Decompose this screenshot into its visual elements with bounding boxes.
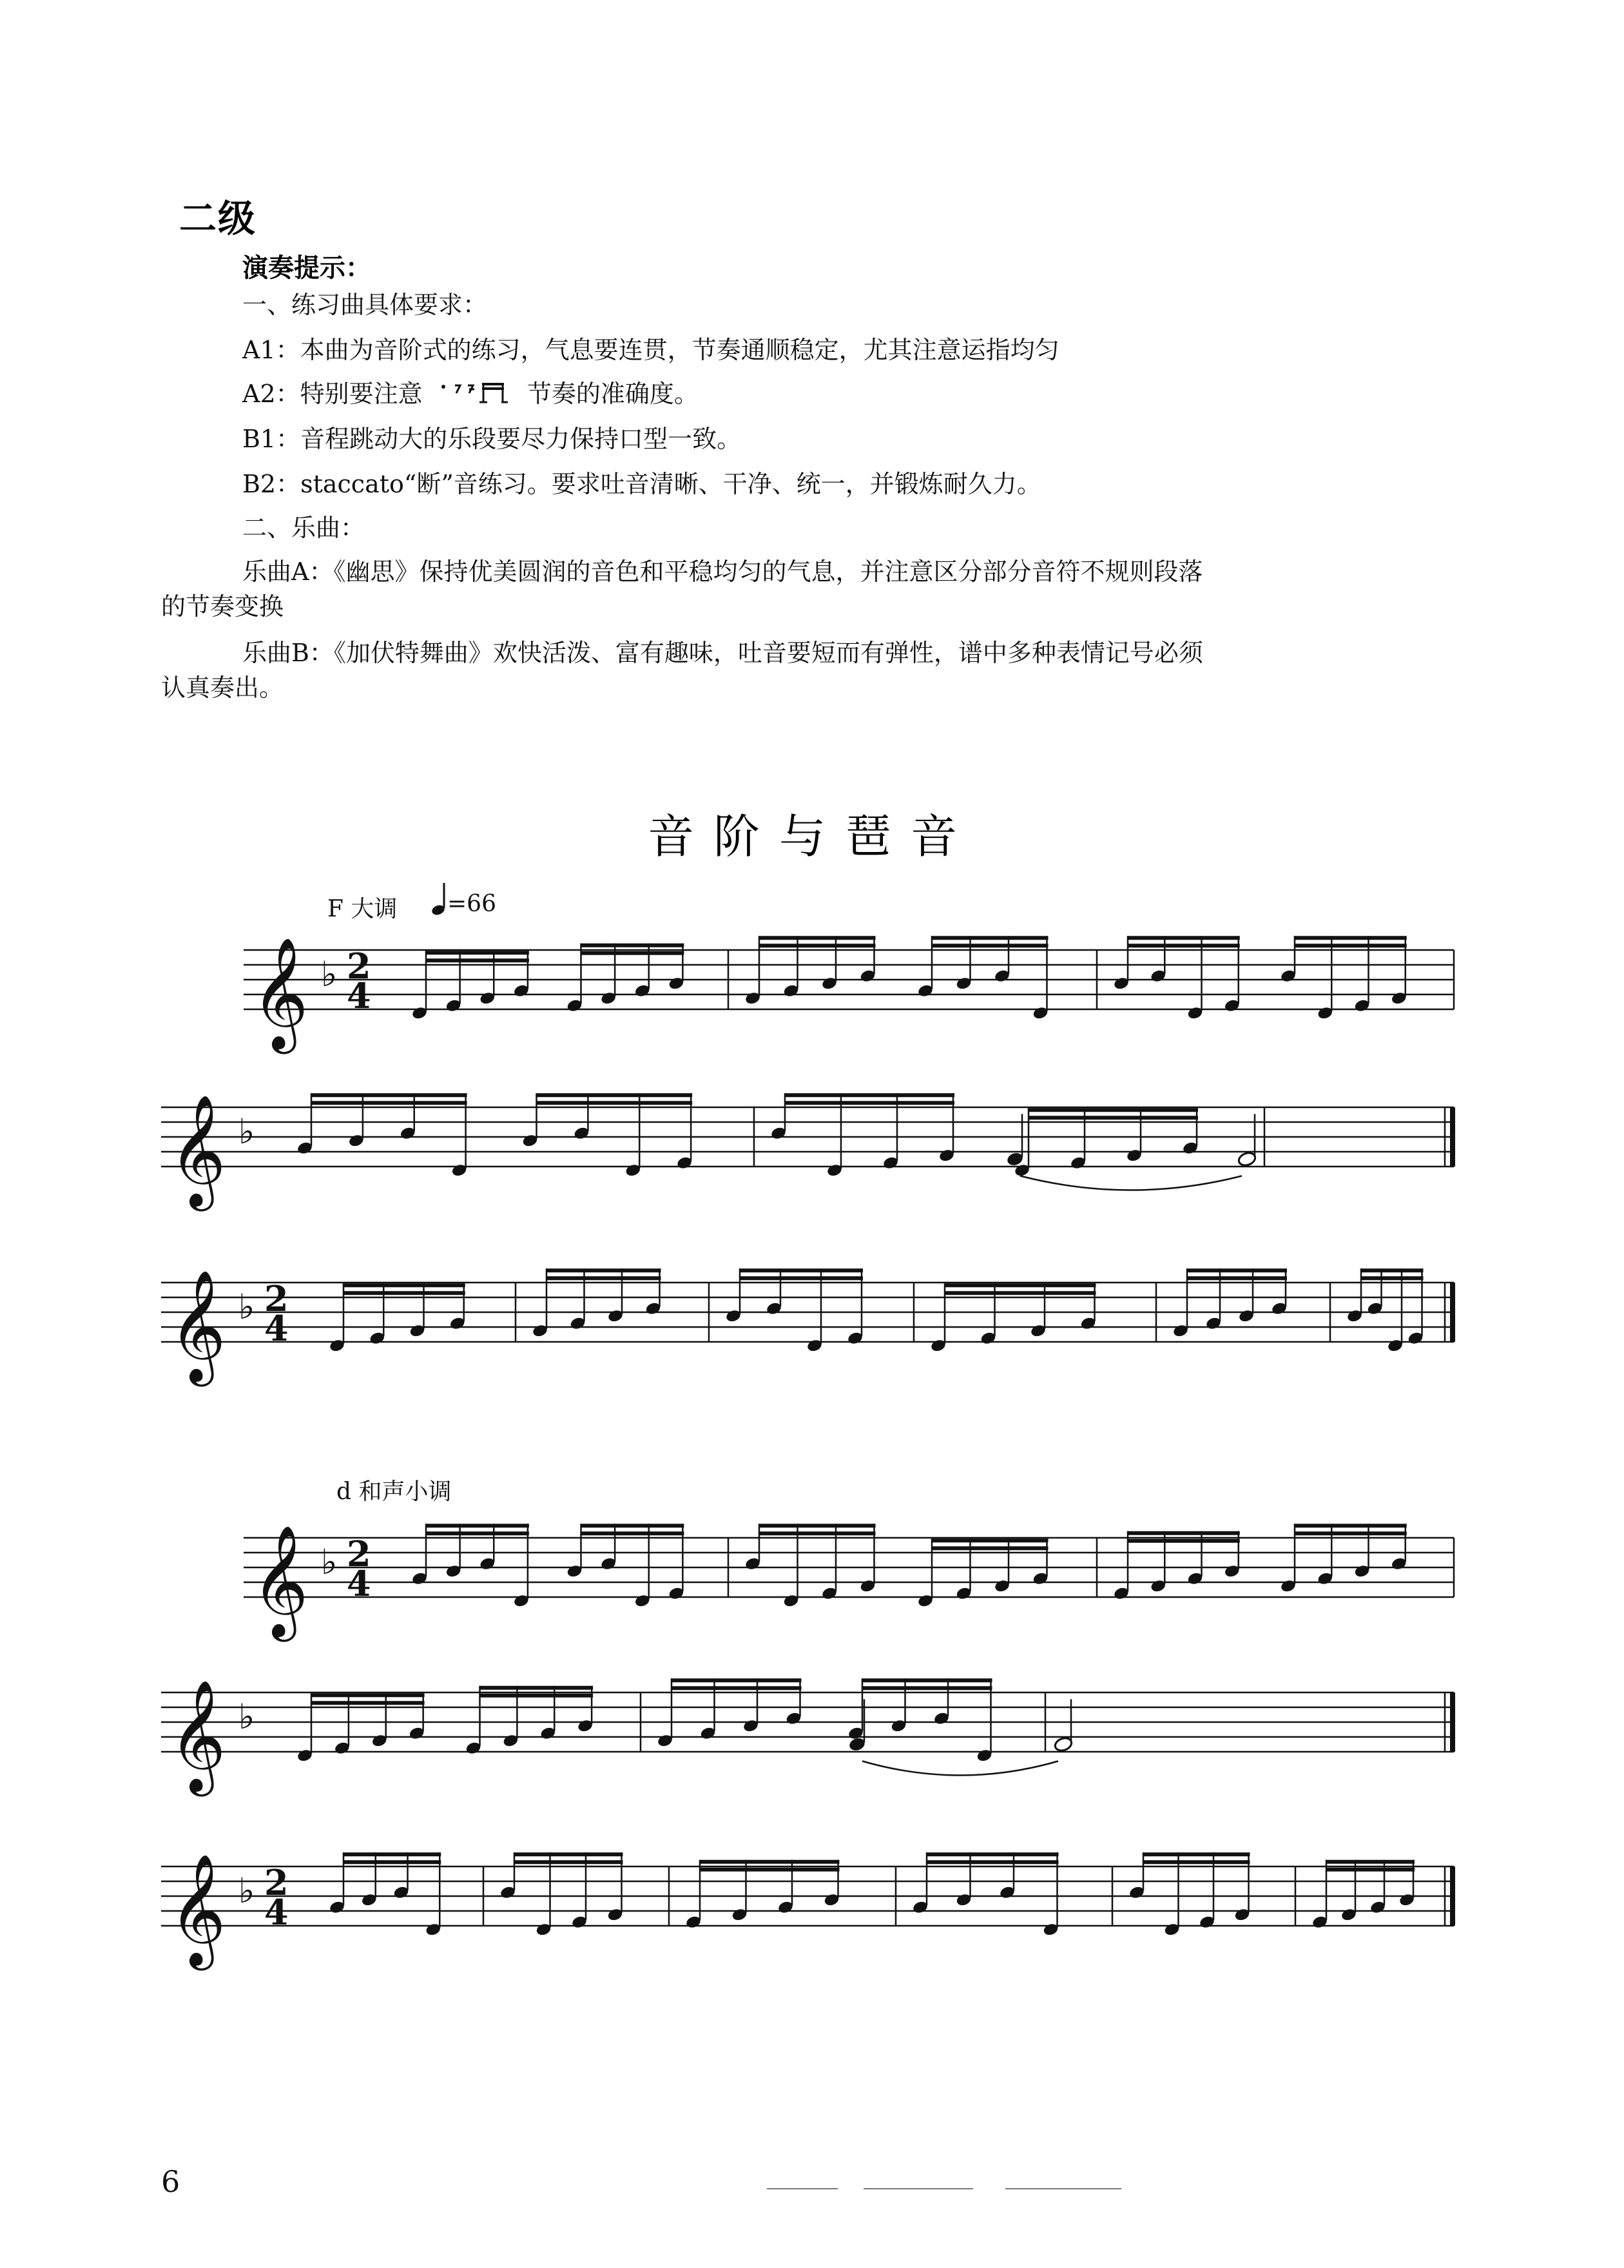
time-signature-bottom: 4 — [264, 1308, 289, 1349]
staff-6 — [161, 1852, 1455, 1971]
beam — [931, 1538, 1049, 1542]
beam — [671, 1678, 802, 1682]
beam — [514, 1860, 623, 1864]
final-barline — [1450, 1107, 1455, 1167]
treble-clef-icon: 𝄞 — [169, 1680, 226, 1792]
beam — [1028, 1116, 1198, 1119]
time-signature-top: 2 — [264, 1862, 289, 1903]
final-barline — [1450, 1692, 1455, 1752]
beam — [479, 1686, 594, 1690]
hint-piece-a: 乐曲A：《幽思》保持优美圆润的音色和平稳均匀的气息，并注意区分部分音符不规则段落 — [242, 557, 1203, 586]
time-signature-bottom: 4 — [347, 975, 371, 1016]
tempo-quarter-note-icon — [430, 883, 446, 916]
staff-4 — [244, 1524, 1454, 1642]
beam — [1360, 1268, 1424, 1272]
beam — [759, 936, 876, 940]
tie-slur — [1020, 1176, 1242, 1190]
beam — [1127, 1539, 1240, 1543]
time-signature-top: 2 — [347, 1533, 371, 1575]
treble-clef-icon: 𝄞 — [251, 1525, 309, 1637]
hint-b1: B1：音程跳动大的乐段要尽力保持口型一致。 — [242, 425, 742, 453]
beam — [343, 1852, 441, 1856]
page-number: 6 — [161, 2164, 180, 2199]
beam — [581, 1531, 684, 1535]
treble-clef-icon: 𝄞 — [169, 1270, 226, 1382]
beam — [546, 1276, 661, 1280]
hint-a2-text-after: 节奏的准确度。 — [527, 380, 699, 408]
beam — [536, 1101, 693, 1105]
staff-2 — [161, 1093, 1455, 1212]
beam — [931, 1546, 1049, 1550]
staff-3 — [161, 1268, 1455, 1387]
treble-clef-icon: 𝄞 — [251, 937, 309, 1049]
beam — [546, 1268, 661, 1272]
section-pieces-heading: 二、乐曲： — [242, 514, 365, 542]
staff-5 — [161, 1678, 1455, 1797]
beam — [931, 936, 1049, 940]
beam — [759, 1531, 876, 1535]
beam — [699, 1868, 840, 1872]
beam — [926, 1852, 1059, 1856]
hint-a1: A1：本曲为音阶式的练习，气息要连贯，节奏通顺稳定，尤其注意运指均匀 — [242, 336, 1059, 364]
time-signature-bottom: 4 — [347, 1563, 371, 1604]
beam — [1127, 944, 1240, 947]
beam — [425, 951, 529, 955]
piece-title: 音阶与琶音 — [647, 809, 976, 864]
beam — [862, 1686, 992, 1690]
beam — [514, 1852, 623, 1856]
tempo-marking: =66 — [447, 891, 496, 917]
final-barline — [1450, 1866, 1455, 1926]
time-signature-top: 2 — [264, 1278, 289, 1319]
beam — [931, 944, 1049, 947]
beam — [739, 1276, 863, 1280]
hint-piece-b: 乐曲B：《加伏特舞曲》欢快活泼、富有趣味，吐音要短而有弹性，谱中多种表情记号必须 — [242, 639, 1203, 667]
beam — [784, 1101, 954, 1105]
beam — [1186, 1276, 1287, 1280]
tie-slur — [862, 1761, 1058, 1776]
beam — [311, 1093, 467, 1097]
beam — [311, 1701, 425, 1705]
beam — [1127, 936, 1240, 940]
treble-clef-icon: 𝄞 — [169, 1094, 226, 1207]
beam — [425, 1531, 529, 1535]
key-flat-icon: ♭ — [238, 1870, 255, 1911]
beam — [739, 1268, 863, 1272]
hint-piece-a-cont: 的节奏变换 — [161, 592, 284, 621]
key-flat-icon: ♭ — [238, 1286, 255, 1327]
beam — [926, 1860, 1059, 1864]
performance-hints-heading: 演奏提示： — [242, 253, 371, 283]
beam — [581, 951, 684, 955]
beam — [581, 1524, 684, 1527]
beam — [1186, 1268, 1287, 1272]
beam — [536, 1093, 693, 1097]
beam — [944, 1291, 1096, 1295]
beam — [1360, 1276, 1424, 1280]
hint-piece-b-cont: 认真奏出。 — [161, 674, 284, 702]
key-label-f-major: F 大调 — [327, 896, 398, 922]
key-flat-icon: ♭ — [238, 1696, 255, 1737]
beam — [944, 1283, 1096, 1287]
key-flat-icon: ♭ — [321, 954, 338, 994]
beam — [784, 1093, 954, 1097]
beam — [759, 1524, 876, 1527]
beam — [479, 1694, 594, 1698]
hint-b2: B2：staccato“断”音练习。要求吐音清晰、干净、统一，并锻炼耐久力。 — [242, 470, 1041, 498]
key-flat-icon: ♭ — [321, 1542, 338, 1582]
beam — [1294, 944, 1407, 947]
beam — [1294, 1531, 1407, 1535]
hint-a2-text-before: A2：特别要注意 — [242, 380, 423, 408]
section-etude-heading: 一、练习曲具体要求： — [242, 291, 488, 319]
beam — [1143, 1860, 1250, 1864]
beam — [343, 1291, 465, 1295]
beam — [759, 944, 876, 947]
half-note — [1054, 1736, 1074, 1753]
beam — [1326, 1860, 1415, 1864]
beam — [1028, 1108, 1198, 1112]
staff-1 — [244, 936, 1454, 1054]
beam — [699, 1860, 840, 1864]
beam — [1143, 1852, 1250, 1856]
beam — [425, 958, 529, 962]
half-note — [1237, 1151, 1257, 1168]
key-label-d-harmonic-minor: d 和声小调 — [336, 1478, 452, 1505]
beam — [581, 944, 684, 947]
final-barline — [1450, 1283, 1455, 1342]
grade-heading: 二级 — [179, 197, 257, 240]
time-signature-bottom: 4 — [264, 1892, 289, 1933]
beam — [1294, 936, 1407, 940]
beam — [343, 1283, 465, 1287]
time-signature-top: 2 — [347, 945, 371, 987]
beam — [343, 1860, 441, 1864]
beam — [1326, 1868, 1415, 1872]
beam — [1294, 1524, 1407, 1527]
beam — [1127, 1531, 1240, 1535]
beam — [862, 1678, 992, 1682]
key-flat-icon: ♭ — [238, 1111, 255, 1152]
beam — [671, 1686, 802, 1690]
beam — [425, 1524, 529, 1527]
beam — [311, 1101, 467, 1105]
treble-clef-icon: 𝄞 — [169, 1854, 226, 1966]
beam — [311, 1693, 425, 1697]
